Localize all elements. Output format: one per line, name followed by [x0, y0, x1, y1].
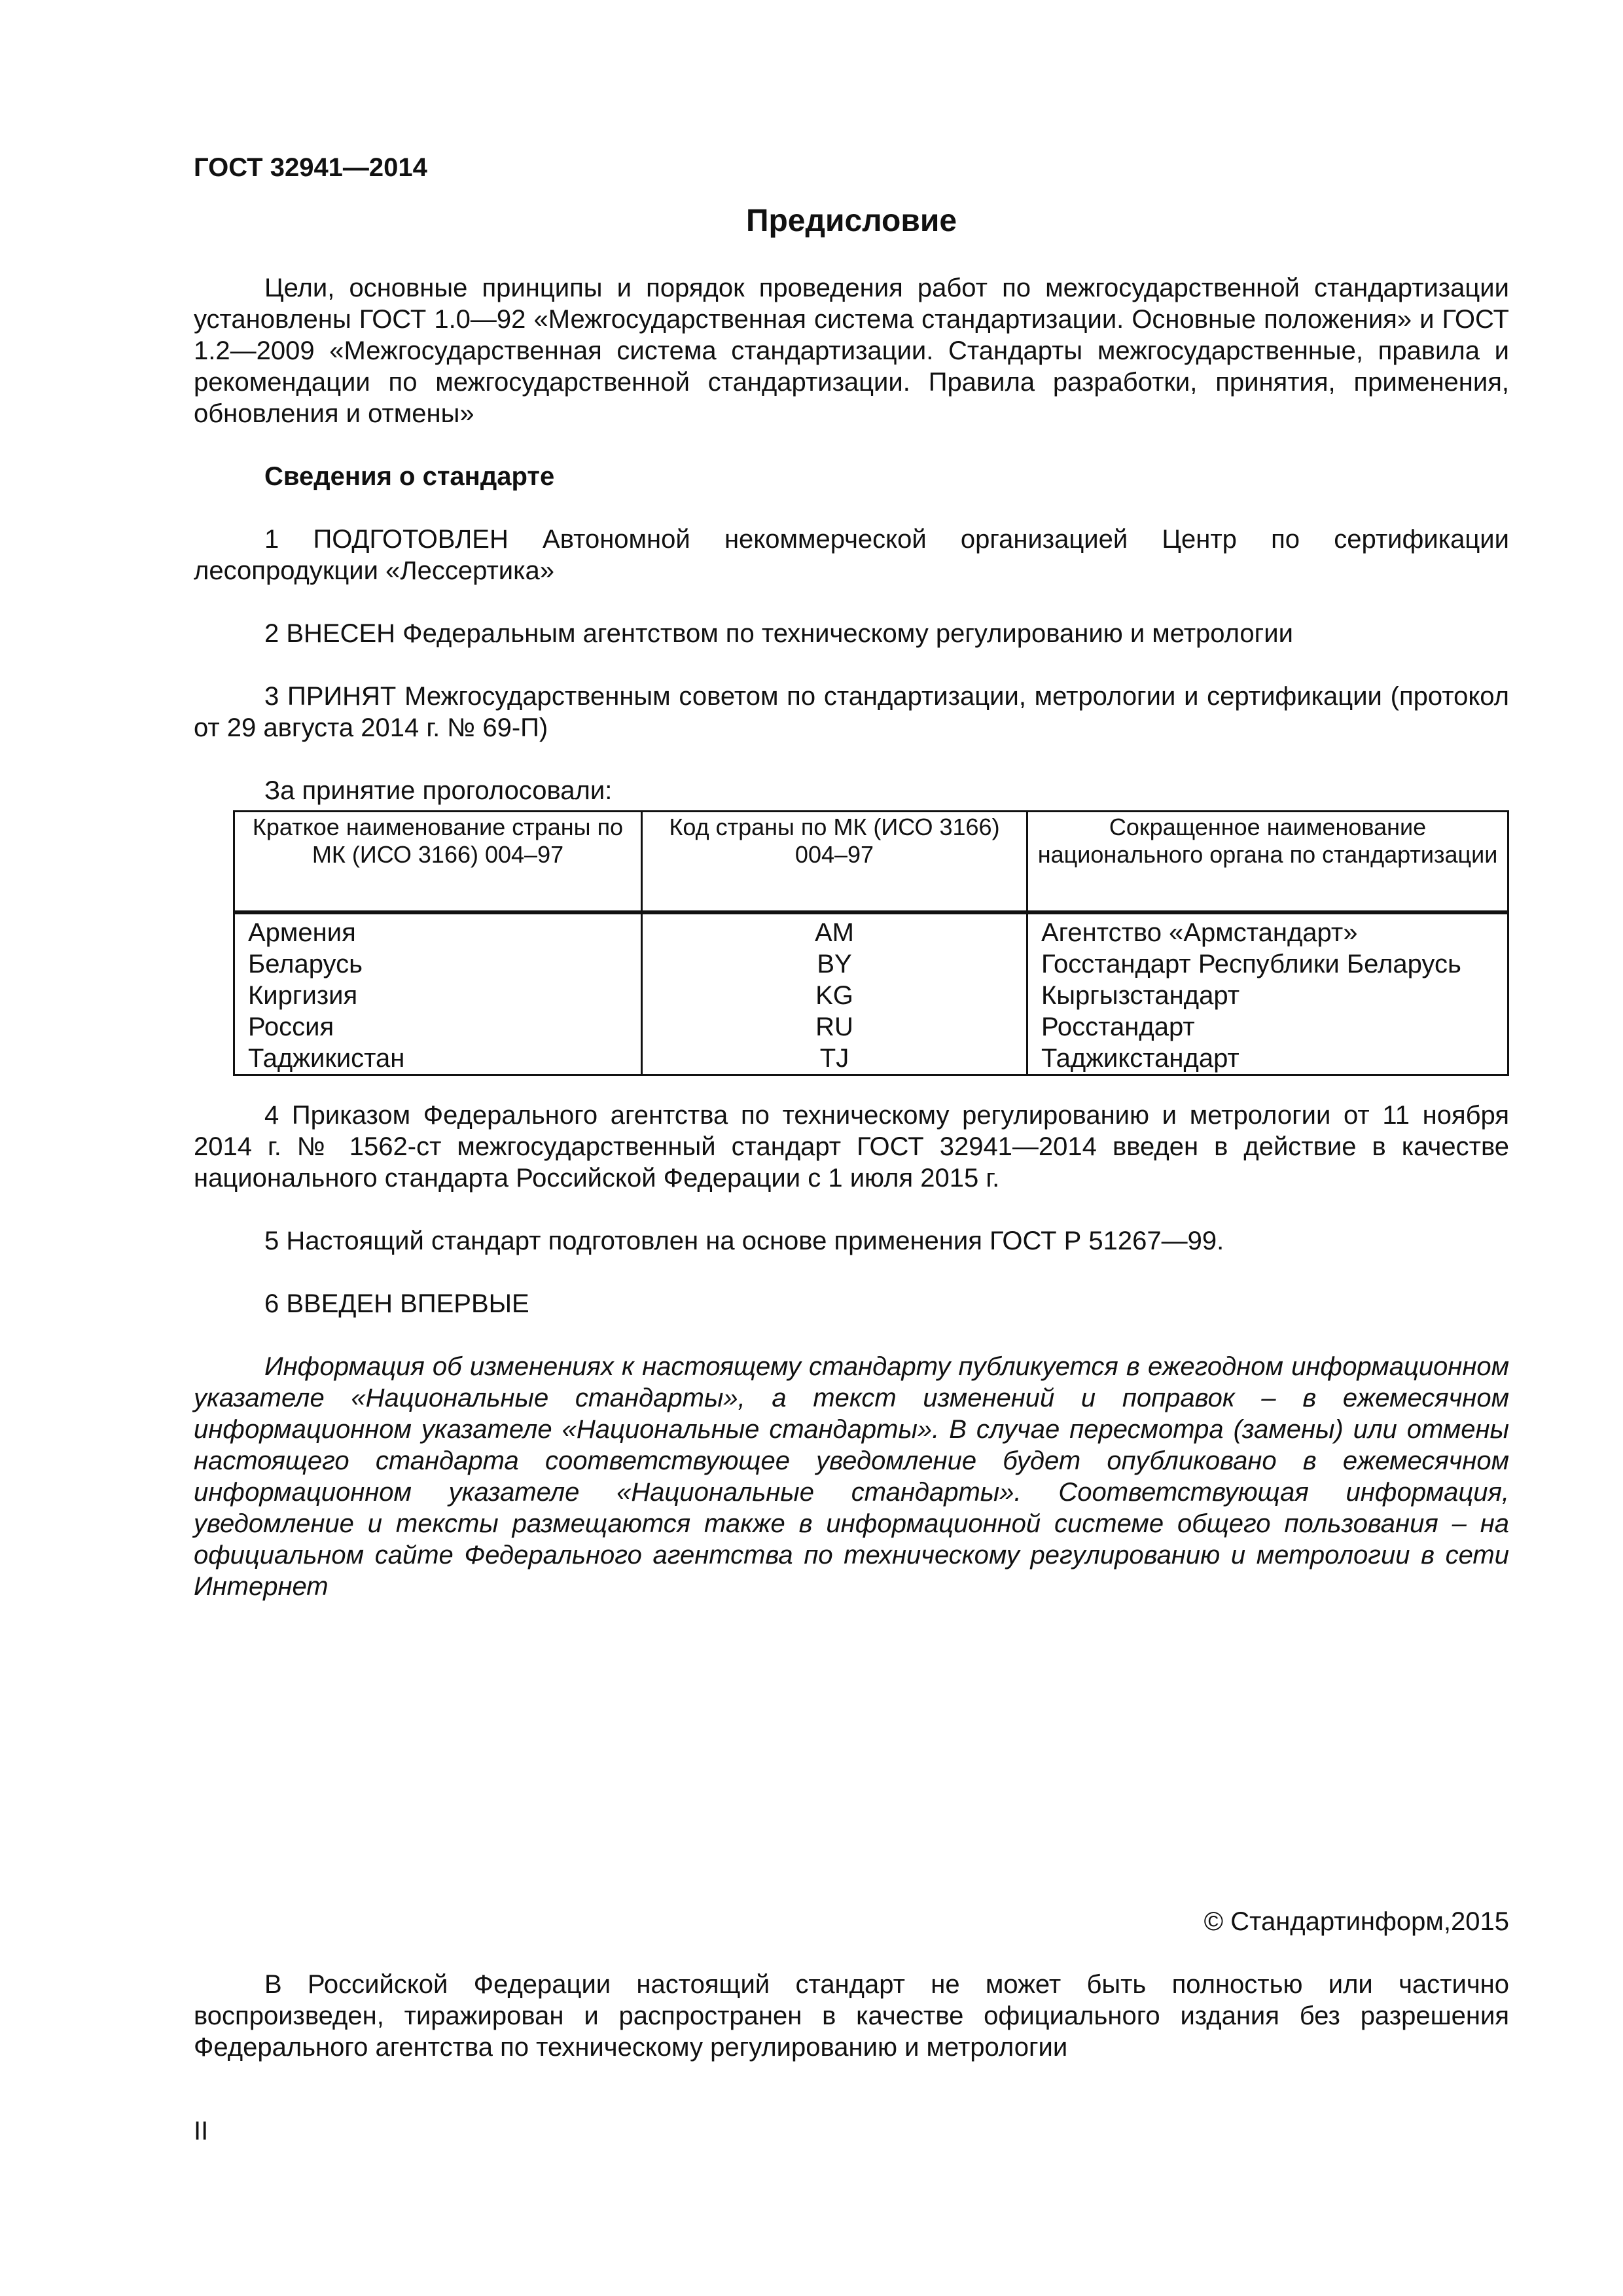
- body-cell: Госстандарт Республики Беларусь: [1027, 948, 1508, 980]
- table-header-row: [234, 812, 1508, 912]
- code-cell: BY: [642, 948, 1027, 980]
- section-heading: Сведения о стандарте: [264, 462, 555, 491]
- table-header-country: Краткое наименование страны по МК (ИСО 3166) 004–97: [234, 812, 642, 912]
- table-row: [234, 948, 1508, 980]
- code-cell: AM: [642, 914, 1027, 949]
- reproduction-notice: В Российской Федерации настоящий стандарт не может быть полностью или частично воспроизведен, тиражирован и распространен в качестве официального издания без разрешения Федерального агентства по техническому регулированию и метрологии: [194, 1970, 1509, 2062]
- body-cell: Росстандарт: [1027, 1011, 1508, 1043]
- body-cell: Агентство «Армстандарт»: [1027, 914, 1508, 949]
- table-row: [234, 1011, 1508, 1043]
- body-cell: Кыргызстандарт: [1027, 980, 1508, 1011]
- copyright-line: © Стандартинформ,2015: [1204, 1907, 1509, 1936]
- table-row: [234, 980, 1508, 1011]
- country-cell: Киргизия: [234, 980, 642, 1011]
- item-4: 4 Приказом Федерального агентства по техническому регулированию и метрологии от 11 ноября 2014 г. № 1562-ст межгосударственный стандарт ГОСТ 32941—2014 введен в действие в качестве национального стандарта Российской Федерации с 1 июля 2015 г.: [194, 1101, 1509, 1193]
- country-cell: Россия: [234, 1011, 642, 1043]
- item-3: 3 ПРИНЯТ Межгосударственным советом по стандартизации, метрологии и сертификации (протокол от 29 августа 2014 г. № 69-П): [194, 682, 1509, 742]
- vote-caption: За принятие проголосовали:: [264, 776, 613, 805]
- page-number: II: [194, 2117, 209, 2145]
- body-cell: Таджикстандарт: [1027, 1043, 1508, 1075]
- code-cell: TJ: [642, 1043, 1027, 1075]
- table-header-body: Сокращенное наименование национального органа по стандартизации: [1027, 812, 1508, 912]
- page-title: Предисловие: [745, 204, 957, 238]
- document-code: ГОСТ 32941—2014: [194, 153, 427, 182]
- table-row: [234, 1043, 1508, 1075]
- intro-paragraph: Цели, основные принципы и порядок проведения работ по межгосударственной стандартизации установлены ГОСТ 1.0—92 «Межгосударственная система стандартизации. Основные положения» и ГОСТ 1.2—2009 «Межгосударственная система стандартизации. Стандарты межгосударственные, правила и рекомендации по межгосударственной стандартизации. Правила разработки, принятия, применения, обновления и отмены»: [194, 274, 1509, 428]
- code-cell: RU: [642, 1011, 1027, 1043]
- item-1: 1 ПОДГОТОВЛЕН Автономной некоммерческой организацией Центр по сертификации лесопродукции «Лессертика»: [194, 525, 1509, 585]
- item-5: 5 Настоящий стандарт подготовлен на основе применения ГОСТ Р 51267—99.: [264, 1227, 1224, 1255]
- table-row: [234, 914, 1508, 949]
- item-6: 6 ВВЕДЕН ВПЕРВЫЕ: [264, 1289, 529, 1318]
- amendments-notice: Информация об изменениях к настоящему стандарту публикуется в ежегодном информационном указателе «Национальные стандарты», а текст изменений и поправок – в ежемесячном информационном указателе «Национальные стандарты». В случае пересмотра (замены) или отмены настоящего стандарта соответствующее уведомление будет опубликовано в ежемесячном информационном указателе «Национальные стандарты». Соответствующая информация, уведомление и тексты размещаются также в информационной системе общего пользования – на официальном сайте Федерального агентства по техническому регулированию и метрологии в сети Интернет: [194, 1352, 1509, 1601]
- country-cell: Беларусь: [234, 948, 642, 980]
- code-cell: KG: [642, 980, 1027, 1011]
- item-2: 2 ВНЕСЕН Федеральным агентством по техническому регулированию и метрологии: [264, 619, 1293, 648]
- country-cell: Армения: [234, 914, 642, 949]
- voting-table: [233, 810, 1509, 1076]
- country-cell: Таджикистан: [234, 1043, 642, 1075]
- table-header-code: Код страны по МК (ИСО 3166) 004–97: [642, 812, 1027, 912]
